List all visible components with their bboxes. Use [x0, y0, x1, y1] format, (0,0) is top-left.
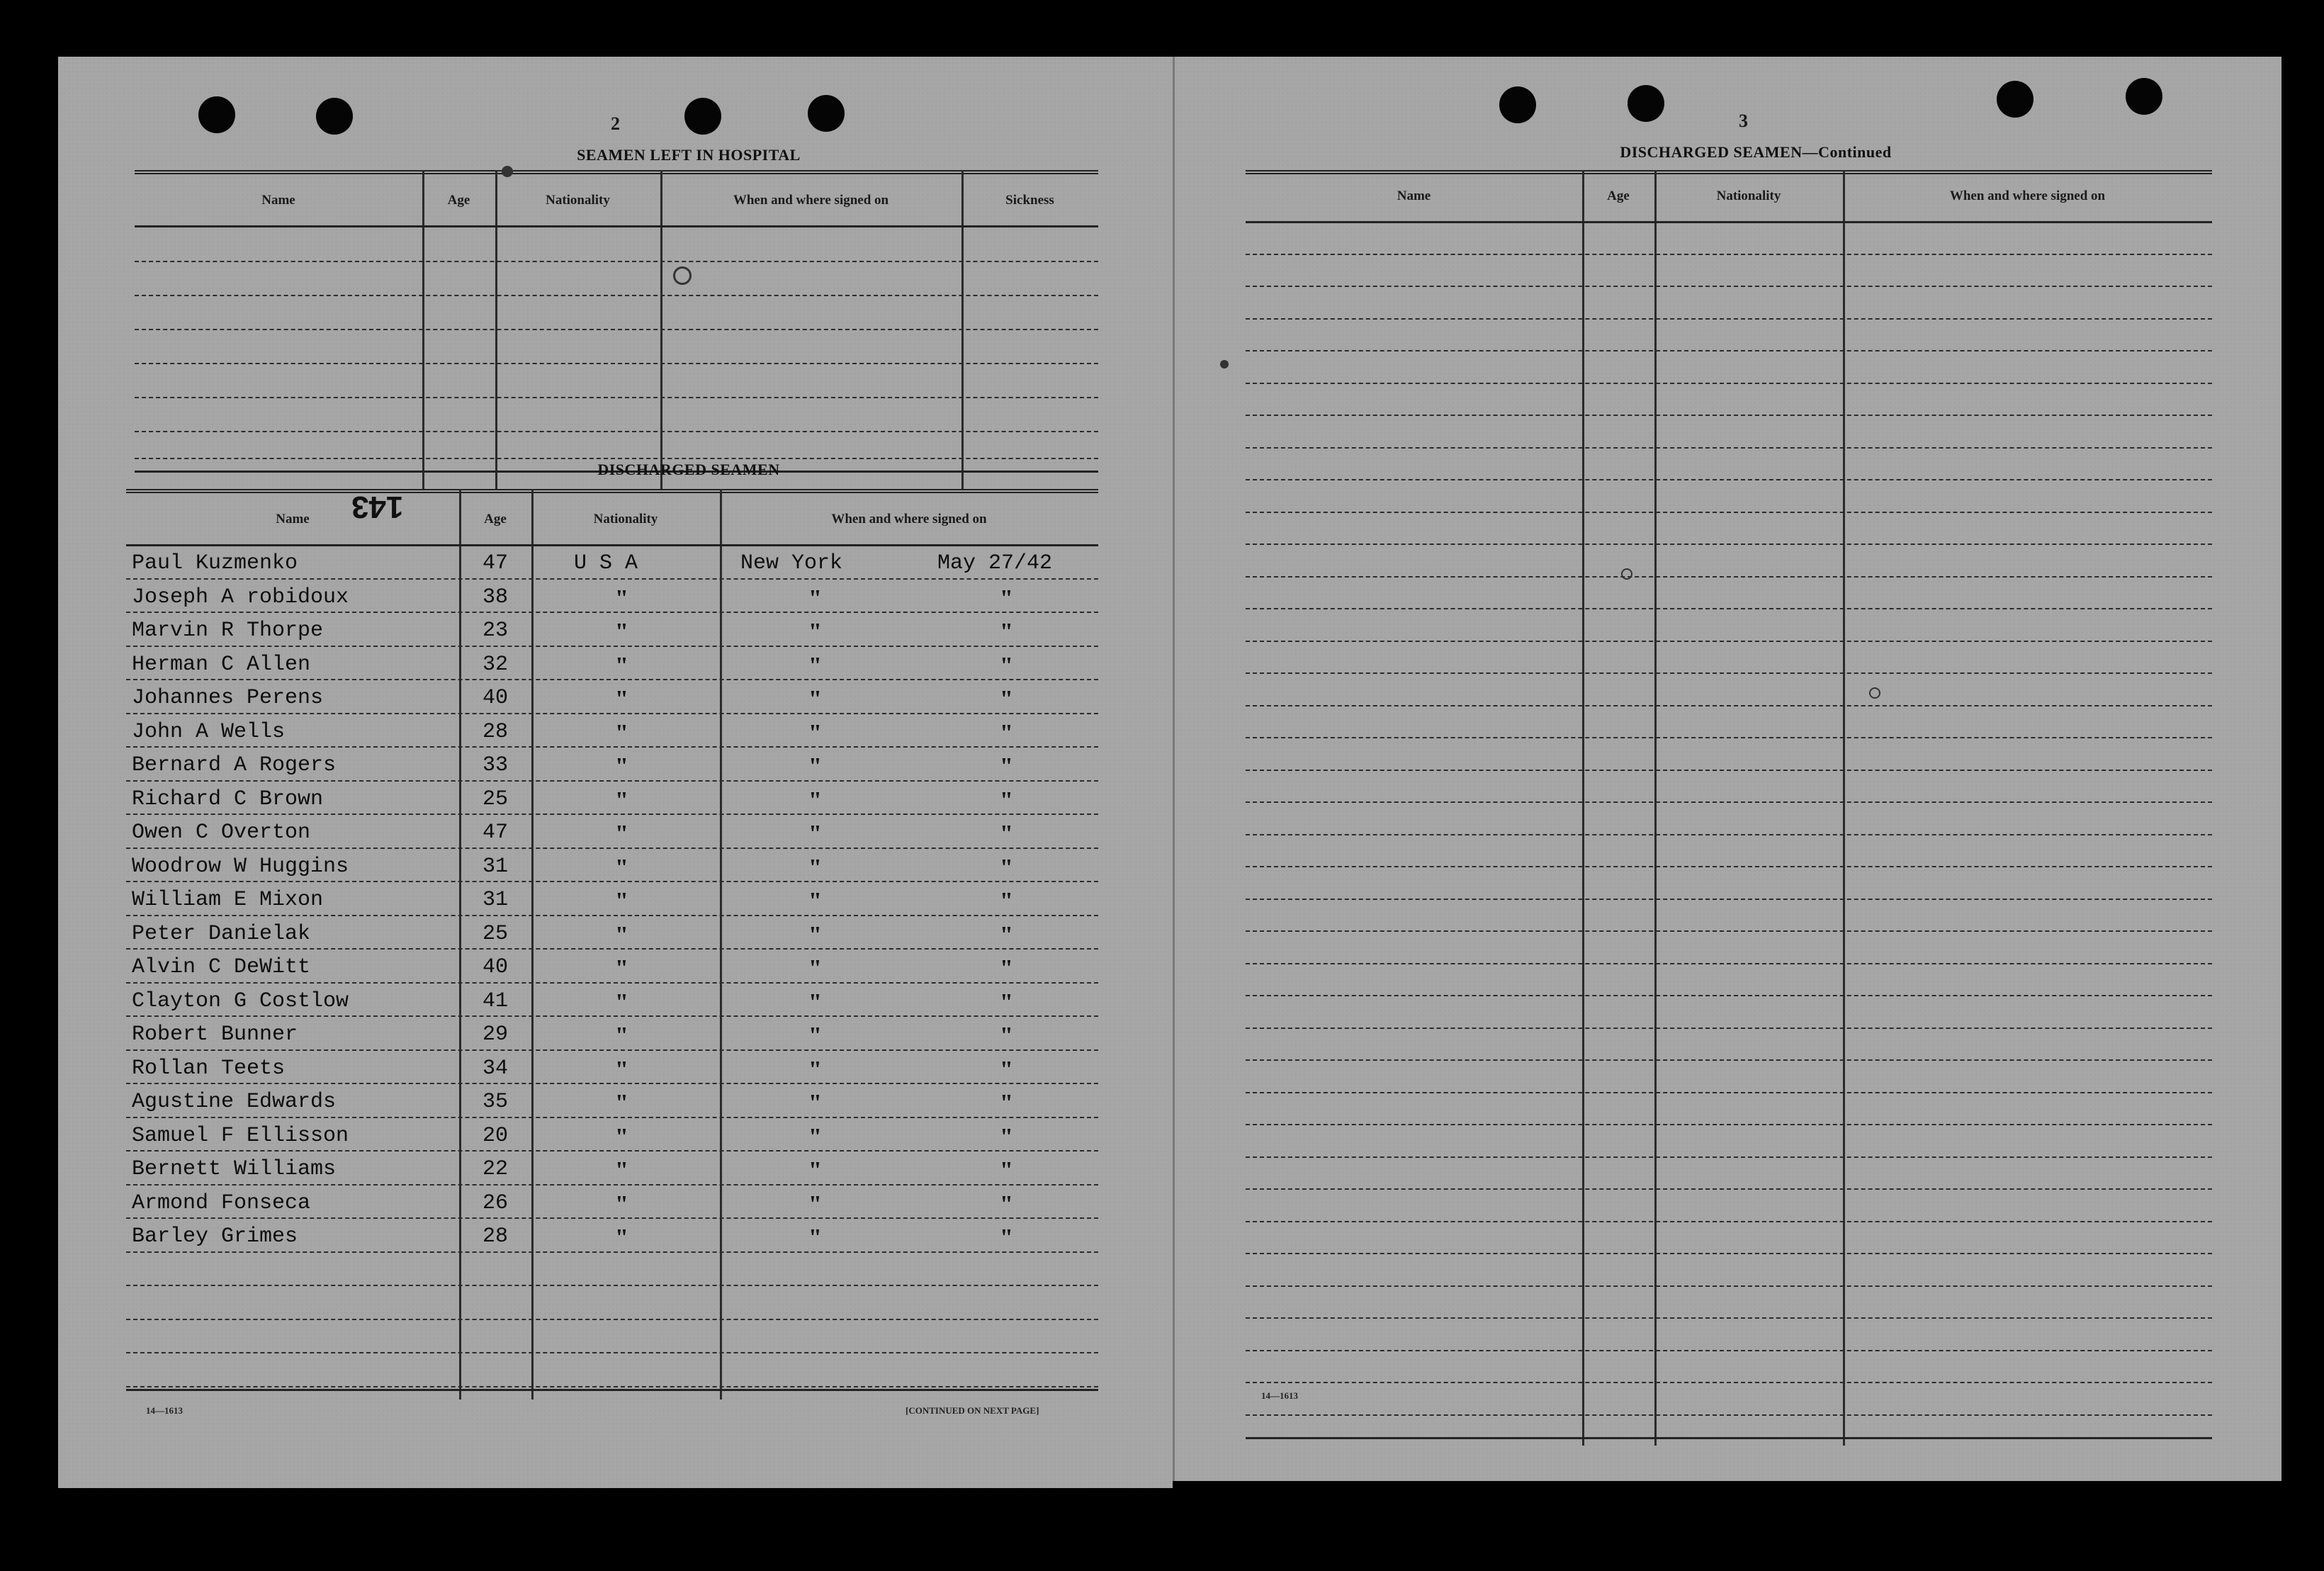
ruled-line	[1246, 1124, 2212, 1125]
when-ditto: "	[1000, 787, 1013, 813]
where-ditto: "	[808, 787, 822, 813]
where-ditto: "	[808, 753, 822, 779]
nationality-ditto: "	[615, 653, 628, 679]
col-age: Age	[447, 193, 470, 208]
seaman-name: Clayton G Costlow	[132, 989, 349, 1013]
ruled-line	[1246, 995, 2212, 996]
where-ditto: "	[808, 1224, 822, 1251]
ruled-line	[1246, 1188, 2212, 1190]
nationality-ditto: "	[615, 989, 628, 1015]
form-code: 14—1613	[1261, 1390, 1298, 1401]
nationality-ditto: "	[615, 585, 628, 612]
page-number: 3	[1739, 111, 1748, 131]
nationality-ditto: "	[615, 888, 628, 914]
continued-note: [CONTINUED ON NEXT PAGE]	[906, 1405, 1039, 1416]
nationality-ditto: "	[615, 787, 628, 813]
form-code: 14—1613	[146, 1405, 183, 1416]
seaman-age: 40	[482, 955, 508, 979]
where-ditto: "	[808, 1023, 822, 1049]
ruled-line	[1246, 641, 2212, 642]
seaman-age: 25	[482, 922, 508, 946]
ruled-line	[1246, 963, 2212, 964]
continued-section-title: DISCHARGED SEAMEN—Continued	[1620, 143, 1892, 161]
where-ditto: "	[808, 922, 822, 948]
ruled-line	[1246, 415, 2212, 416]
seaman-name: Rollan Teets	[132, 1057, 286, 1081]
seaman-age: 28	[482, 1224, 508, 1249]
where-ditto: "	[808, 720, 822, 746]
nationality-ditto: "	[615, 686, 628, 712]
ruled-line	[1246, 1253, 2212, 1254]
punch-hole	[1499, 86, 1536, 123]
seaman-age: 41	[482, 989, 508, 1013]
punch-hole	[316, 98, 353, 135]
where-ditto: "	[808, 1191, 822, 1217]
ruled-line	[1246, 318, 2212, 320]
where-ditto: "	[808, 686, 822, 712]
signed-on-date: May 27/42	[937, 551, 1053, 575]
seaman-age: 28	[482, 720, 508, 744]
when-ditto: "	[1000, 888, 1013, 914]
ruled-line	[1246, 899, 2212, 900]
ruled-line	[1246, 350, 2212, 351]
ruled-line	[1246, 1156, 2212, 1158]
seaman-age: 31	[482, 855, 508, 879]
seaman-name: John A Wells	[132, 720, 286, 744]
nationality-ditto: "	[615, 753, 628, 779]
when-ditto: "	[1000, 686, 1013, 712]
punch-hole	[198, 96, 235, 133]
seaman-name: Peter Danielak	[132, 922, 311, 946]
nationality-ditto: "	[615, 855, 628, 881]
ruled-line	[1246, 286, 2212, 287]
seaman-name: William E Mixon	[132, 888, 324, 912]
seaman-name: Herman C Allen	[132, 653, 311, 677]
ruled-line	[1246, 834, 2212, 835]
where-ditto: "	[808, 1124, 822, 1150]
seaman-age: 33	[482, 753, 508, 777]
seaman-age: 32	[482, 653, 508, 677]
where-ditto: "	[808, 619, 822, 645]
right-page	[1173, 57, 2281, 1481]
where-ditto: "	[808, 653, 822, 679]
punch-hole	[684, 98, 721, 135]
nationality-ditto: "	[615, 1224, 628, 1251]
seaman-name: Richard C Brown	[132, 787, 324, 811]
when-ditto: "	[1000, 1124, 1013, 1150]
punch-hole	[1628, 85, 1664, 122]
when-ditto: "	[1000, 955, 1013, 981]
seaman-age: 23	[482, 619, 508, 643]
ruled-line	[1246, 383, 2212, 384]
when-ditto: "	[1000, 1057, 1013, 1083]
where-ditto: "	[808, 585, 822, 612]
seaman-age: 26	[482, 1191, 508, 1215]
seaman-name: Alvin C DeWitt	[132, 955, 311, 979]
when-ditto: "	[1000, 753, 1013, 779]
seaman-name: Joseph A robidoux	[132, 585, 349, 609]
nationality-ditto: "	[615, 1124, 628, 1150]
seaman-name: Samuel F Ellisson	[132, 1124, 349, 1148]
where-ditto: "	[808, 1090, 822, 1116]
ruled-line	[1246, 479, 2212, 480]
where-ditto: "	[808, 888, 822, 914]
seaman-name: Robert Bunner	[132, 1023, 298, 1047]
col-age: Age	[1607, 188, 1630, 203]
ink-speck	[1220, 360, 1229, 368]
seaman-name: Johannes Perens	[132, 686, 324, 710]
seaman-name: Bernard A Rogers	[132, 753, 337, 777]
nationality-ditto: "	[615, 619, 628, 645]
col-sickness: Sickness	[1005, 193, 1054, 208]
seaman-age: 25	[482, 787, 508, 811]
ruled-line	[1246, 1317, 2212, 1319]
where-ditto: "	[808, 855, 822, 881]
col-name: Name	[1397, 188, 1431, 203]
ruled-line	[1246, 672, 2212, 674]
when-ditto: "	[1000, 585, 1013, 612]
ruled-line	[1246, 1221, 2212, 1222]
where-ditto: "	[808, 821, 822, 847]
ruled-line	[1246, 930, 2212, 932]
ink-speck	[673, 266, 692, 285]
seaman-name: Paul Kuzmenko	[132, 551, 298, 575]
ruled-line	[1246, 608, 2212, 609]
when-ditto: "	[1000, 1090, 1013, 1116]
ruled-line	[1246, 512, 2212, 513]
seaman-name: Agustine Edwards	[132, 1090, 337, 1114]
punch-hole	[2126, 78, 2162, 115]
seaman-age: 34	[482, 1057, 508, 1081]
seaman-age: 29	[482, 1023, 508, 1047]
stamp-number: 143	[351, 490, 404, 524]
nationality-ditto: "	[615, 1090, 628, 1116]
seaman-name: Armond Fonseca	[132, 1191, 311, 1215]
ruled-line	[1246, 447, 2212, 449]
col-nationality: Nationality	[593, 512, 658, 527]
ruled-line	[1246, 1382, 2212, 1383]
seaman-age: 31	[482, 888, 508, 912]
nationality-ditto: "	[615, 1191, 628, 1217]
when-ditto: "	[1000, 855, 1013, 881]
when-ditto: "	[1000, 1224, 1013, 1251]
signed-on-place: New York	[740, 551, 843, 575]
nationality-ditto: "	[615, 720, 628, 746]
page-number: 2	[611, 113, 620, 134]
nationality-ditto: "	[615, 922, 628, 948]
ruled-line	[1246, 705, 2212, 706]
ruled-line	[1246, 1027, 2212, 1029]
ruled-line	[1246, 1059, 2212, 1061]
ruled-line	[1246, 1285, 2212, 1287]
seaman-age: 20	[482, 1124, 508, 1148]
seaman-name: Owen C Overton	[132, 821, 311, 845]
ruled-line	[1246, 1414, 2212, 1416]
nationality-ditto: "	[615, 821, 628, 847]
hospital-section-title: SEAMEN LEFT IN HOSPITAL	[577, 146, 801, 164]
ruled-line	[1246, 770, 2212, 771]
seaman-age: 22	[482, 1157, 508, 1181]
when-ditto: "	[1000, 1191, 1013, 1217]
seaman-name: Barley Grimes	[132, 1224, 298, 1249]
col-signed-on: When and where signed on	[1949, 188, 2106, 203]
col-name: Name	[261, 193, 295, 208]
where-ditto: "	[808, 955, 822, 981]
ink-speck	[502, 166, 513, 177]
ink-speck	[1869, 687, 1880, 699]
when-ditto: "	[1000, 653, 1013, 679]
nationality-ditto: "	[615, 1157, 628, 1183]
col-nationality: Nationality	[546, 193, 610, 208]
col-age: Age	[484, 512, 507, 527]
nationality-ditto: "	[615, 1023, 628, 1049]
ruled-line	[1246, 254, 2212, 255]
seaman-age: 40	[482, 686, 508, 710]
ruled-line	[1246, 1350, 2212, 1351]
when-ditto: "	[1000, 720, 1013, 746]
ink-speck	[1621, 568, 1632, 580]
seaman-nationality: U S A	[574, 551, 638, 575]
seaman-age: 47	[482, 551, 508, 575]
where-ditto: "	[808, 1057, 822, 1083]
punch-hole	[1997, 81, 2034, 118]
nationality-ditto: "	[615, 955, 628, 981]
left-page	[58, 57, 1173, 1488]
discharged-section-title: DISCHARGED SEAMEN	[597, 461, 780, 478]
col-signed-on: When and where signed on	[733, 193, 889, 208]
seaman-age: 35	[482, 1090, 508, 1114]
where-ditto: "	[808, 989, 822, 1015]
ruled-line	[1246, 544, 2212, 545]
seaman-name: Bernett Williams	[132, 1157, 337, 1181]
ruled-line	[1246, 1092, 2212, 1093]
when-ditto: "	[1000, 619, 1013, 645]
col-nationality: Nationality	[1716, 188, 1781, 203]
punch-hole	[808, 95, 845, 132]
when-ditto: "	[1000, 1023, 1013, 1049]
col-name: Name	[276, 512, 310, 527]
ruled-line	[1246, 866, 2212, 867]
when-ditto: "	[1000, 1157, 1013, 1183]
hospital-table	[135, 170, 1098, 489]
col-signed-on: When and where signed on	[831, 512, 987, 527]
when-ditto: "	[1000, 922, 1013, 948]
discharged-table	[126, 489, 1098, 1400]
seaman-age: 47	[482, 821, 508, 845]
when-ditto: "	[1000, 821, 1013, 847]
ruled-line	[1246, 801, 2212, 803]
seaman-age: 38	[482, 585, 508, 609]
when-ditto: "	[1000, 989, 1013, 1015]
nationality-ditto: "	[615, 1057, 628, 1083]
discharged-continued-table	[1246, 170, 2212, 1446]
seaman-name: Marvin R Thorpe	[132, 619, 324, 643]
seaman-name: Woodrow W Huggins	[132, 855, 349, 879]
where-ditto: "	[808, 1157, 822, 1183]
ruled-line	[1246, 737, 2212, 738]
ruled-line	[1246, 576, 2212, 578]
